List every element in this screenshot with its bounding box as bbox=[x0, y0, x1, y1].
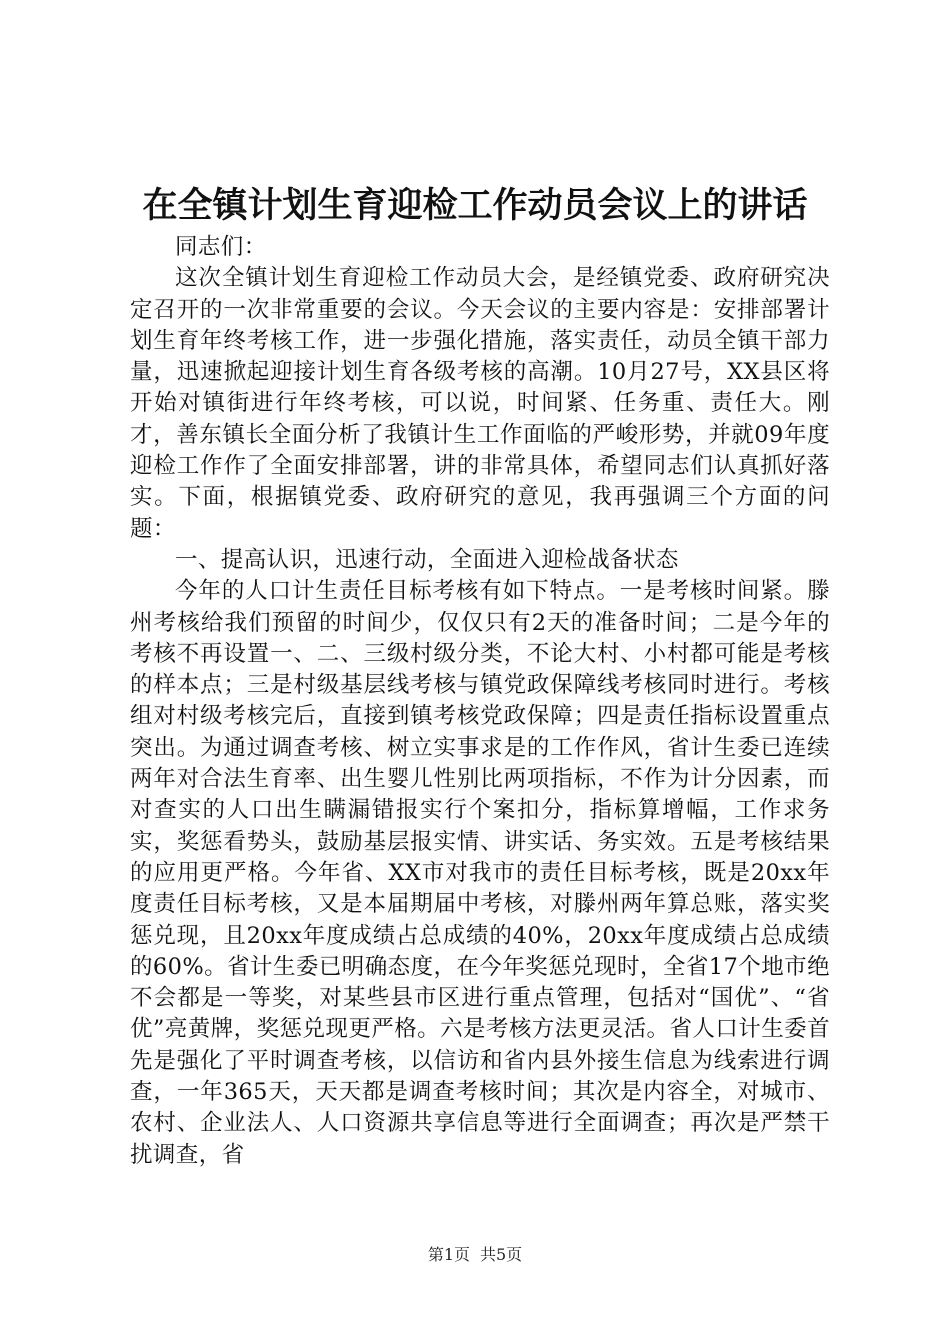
page-number: 第1页 bbox=[427, 1245, 470, 1264]
page-total: 共5页 bbox=[480, 1245, 523, 1264]
section-heading: 一、提高认识，迅速行动，全面进入迎检战备状态 bbox=[175, 546, 679, 573]
intro-paragraph: 这次全镇计划生育迎检工作动员大会，是经镇党委、政府研究决定召开的一次非常重要的会议。今天会议的主要内容是：安排部署计划生育年终考核工作，进一步强化措施，落实责任，动员全镇干部力量，迅速掀起迎接计划生育各级考核的高潮。10月27号，XX县区将开始对镇街进行年终考核，可以说，时间紧、任务重、责任大。刚才，善东镇长全面分析了我镇计生工作面临的严峻形势，并就09年度迎检工作作了全面安排部署，讲的非常具体，希望同志们认真抓好落实。下面，根据镇党委、政府研究的意见，我再强调三个方面的问题： bbox=[130, 265, 830, 542]
assessment-paragraph: 今年的人口计生责任目标考核有如下特点。一是考核时间紧。滕州考核给我们预留的时间少，仅仅只有2天的准备时间；二是今年的考核不再设置一、二、三级村级分类，不论大村、小村都可能是考核的样本点；三是村级基层线考核与镇党政保障线考核同时进行。考核组对村级考核完后，直接到镇考核党政保障；四是责任指标设置重点突出。为通过调查考核、树立实事求是的工作作风，省计生委已连续两年对合法生育率、出生婴儿性别比两项指标，不作为计分因素，而对查实的人口出生瞒漏错报实行个案扣分，指标算增幅，工作求务实，奖惩看势头，鼓励基层报实情、讲实话、务实效。五是考核结果的应用更严格。今年省、XX市对我市的责任目标考核，既是20xx年度责任目标考核，又是本届期届中考核，对滕州两年算总账，落实奖惩兑现，且20xx年度成绩占总成绩的40%，20xx年度成绩占总成绩的60%。省计生委已明确态度，在今年奖惩兑现时，全省17个地市绝不会都是一等奖，对某些县市区进行重点管理，包括对“国优”、“省优”亮黄牌，奖惩兑现更严格。六是考核方法更灵活。省人口计生委首先是强化了平时调查考核，以信访和省内县外接生信息为线索进行调查，一年365天，天天都是调查考核时间；其次是内容全，对城市、农村、企业法人、人口资源共享信息等进行全面调查；再次是严禁干扰调查，省 bbox=[130, 578, 830, 1168]
salutation-paragraph: 同志们： bbox=[175, 234, 267, 260]
document-title: 在全镇计划生育迎检工作动员会议上的讲话 bbox=[142, 186, 808, 226]
page-footer bbox=[0, 1244, 950, 1266]
document-body bbox=[130, 232, 830, 1171]
